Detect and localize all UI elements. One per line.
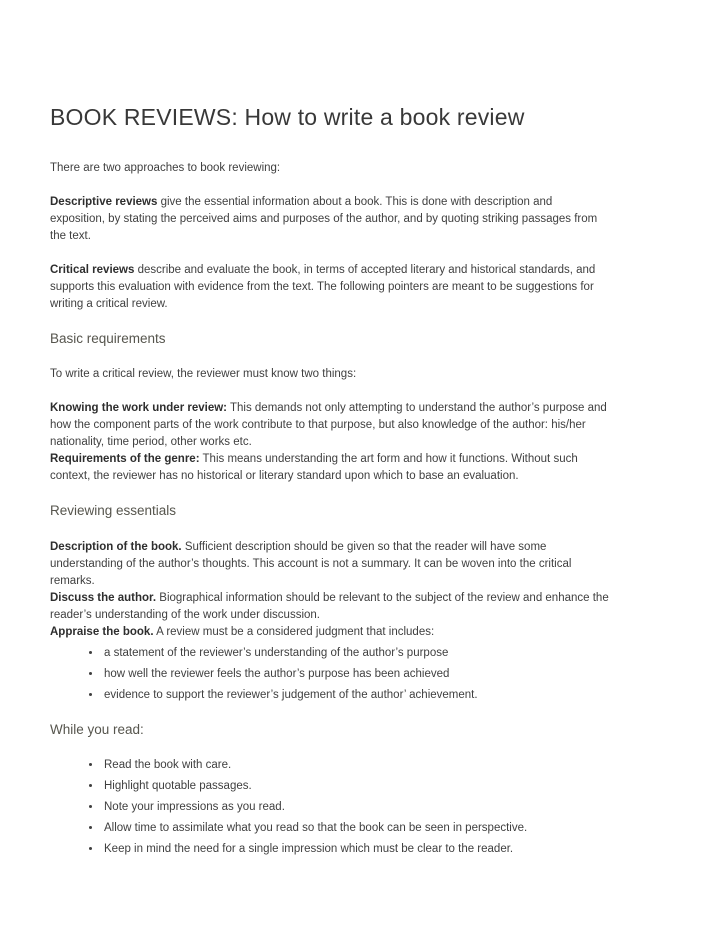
list-item: • Highlight quotable passages. (102, 778, 610, 795)
critical-reviews-lead: Critical reviews (50, 263, 135, 276)
basic-requirements-heading: Basic requirements (50, 330, 166, 346)
list-item: • Note your impressions as you read. (102, 799, 610, 816)
while-you-read-bullet-list (50, 757, 610, 858)
knowing-work-lead: Knowing the work under review: (50, 402, 227, 415)
critical-reviews-text: describe and evaluate the book, in terms of accepted literary and historical standards, and supports this evaluation with evidence from the text. The following pointers are meant to be suggestions for writing a critical review. (50, 263, 596, 310)
discuss-author-lead: Discuss the author. (50, 591, 157, 604)
descriptive-reviews-text: give the essential information about a book. This is done with description and exposition, by stating the perceived aims and purposes of the author, and by quoting striking passages from the text. (50, 195, 598, 242)
discuss-author-text: Biographical information should be relevant to the subject of the review and enhance the reader’s understanding of the work under discussion. (50, 591, 609, 621)
descriptive-reviews-paragraph (50, 194, 610, 245)
list-item: • how well the reviewer feels the author’s purpose has been achieved (102, 666, 610, 683)
list-item: • Keep in mind the need for a single impression which must be clear to the reader. (102, 841, 610, 858)
while-you-read-heading: While you read: (50, 721, 144, 737)
descriptive-reviews-lead: Descriptive reviews (50, 195, 158, 208)
critical-reviews-paragraph (50, 262, 610, 313)
description-book-lead: Description of the book. (50, 540, 182, 553)
list-item: • a statement of the reviewer’s understanding of the author’s purpose (102, 645, 610, 662)
list-item: • evidence to support the reviewer’s judgement of the author’ achievement. (102, 687, 610, 704)
basic-requirements-intro: To write a critical review, the reviewer must know two things: (50, 368, 357, 381)
description-book-text: Sufficient description should be given so that the reader will have some understanding of the author’s thoughts. This account is not a summary. It can be woven into the critical remarks. (50, 540, 572, 587)
appraise-bullet-list (50, 645, 610, 704)
appraise-book-lead: Appraise the book. (50, 625, 154, 638)
appraise-book-text: A review must be a considered judgment that includes: (153, 625, 435, 638)
list-item: • Read the book with care. (102, 757, 610, 774)
knowing-work-text: This demands not only attempting to understand the author’s purpose and how the component parts of the work contribute to that purpose, but also knowledge of the author: his/her nationality, time period, other works etc. (50, 402, 607, 449)
requirements-genre-text: This means understanding the art form and how it functions. Without such context, the reviewer has no historical or literary standard upon which to base an evaluation. (50, 453, 578, 483)
list-item: • Allow time to assimilate what you read so that the book can be seen in perspective. (102, 820, 610, 837)
knowing-requirements-paragraph (50, 400, 610, 485)
reviewing-essentials-heading: Reviewing essentials (50, 503, 177, 519)
intro-paragraph: There are two approaches to book reviewing: (50, 161, 281, 174)
requirements-genre-lead: Requirements of the genre: (50, 453, 200, 466)
page-title: BOOK REVIEWS: How to write a book review (50, 104, 525, 130)
reviewing-essentials-paragraph (50, 539, 610, 641)
